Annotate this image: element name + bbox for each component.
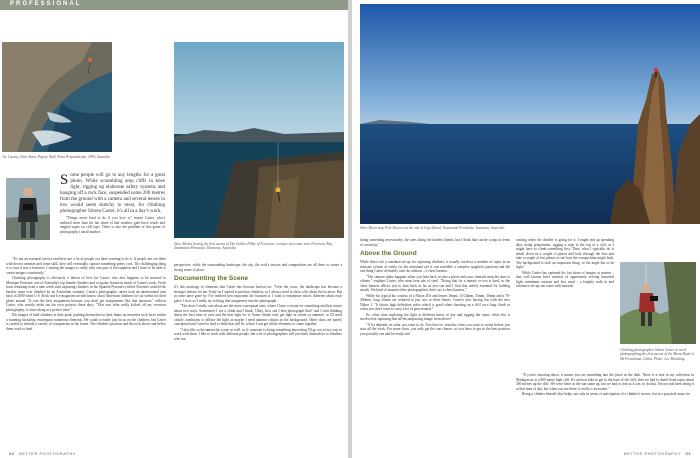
paragraph: doing something newsworthy, the ones doing the hardest climbs, but I think that can be a trap in terms of creativity." (360, 238, 510, 247)
right-footer-title: BETTER PHOTOGRAPHY (624, 451, 681, 456)
right-page-number: 33 (685, 451, 691, 456)
photo-photographer-at-work-image (620, 262, 696, 344)
section-banner (0, 0, 348, 10)
photo-rock-pillar-image (360, 4, 700, 224)
paragraph: Being a climber himself also helps, not only in terms of anticipation of a climber's moves, but in a practical sense for (522, 392, 691, 396)
paragraph: While Carter has captured his fair share of images at sunrise – that well known brief window of opportunity serving beautiful light, minimum contrast and less wind – a lengthy walk in and extensive set-up can come with hazards. (516, 270, 614, 288)
paragraph: perspective, while the surrounding landscape, the sky, the rock's texture and composition are all there to create a strong sense of place. (174, 263, 342, 272)
lead-text: ome people will go to any lengths for a great photo. While scrambling atop cliffs in knee light, rigging up elaborate safety systems and hanging off a rock face, suspended some 200 metres from the ground with a camera and several lenses in tow would seem sketchy to most, for climbing photographer Simon Carter, it's all in a day's work. (60, 173, 165, 214)
paragraph: "I also like to document the scene as well, so if someone is doing something interesting I'll go out of my way to work with them. I like to work with different people, but a lot of photographers will just limit themselves to climbers who are (174, 327, 343, 341)
right-footer (624, 451, 694, 456)
paragraph: "Things aren't hard to do if you love it," muses Carter, who's endured more than his fair share of bad weather, gale-force winds and tangled ropes on cliff tops. There is also the problem of this genre of photography's small market. (60, 216, 165, 234)
paragraph: His images of bold climbers at their peak, pushing themselves to their limits on immense rock faces within a stunning backdrop, encompass numerous elements. He could so easily just focus on the climbers, but Carter is careful to include a variety of components in the frame. The climber's position and the rock above and below them work to lend (6, 313, 166, 331)
photo-photographer-portrait-image (6, 178, 50, 240)
photo-coastal-cliff-caption: Joe Lucasy, Chris Stam, Popeye Wall, Point Perpendicular, NSW, Australia (2, 155, 111, 159)
paragraph: "A lot depends on what you want to do. You have to visualise what you want to create before you start all the work. For some shots, you only get the one chance, so you have to get in the best position you possibly can and be ready and (360, 322, 510, 336)
paragraph: "The camera shake happens when you lean back to take a photo and your stomach muscles start to vibrate," explains Carter, who must bear abs of steel. "Doing that for a minute or two is hard, so the chest harness allows you to lean back as far as you can and I find that utterly essential for holding steady. I'm kind of amazed other photographers don't use a chest harness." (360, 274, 510, 292)
paragraph: Climbing photography is obviously a labour of love for Carter, who also happens to be married to Monique Forestier, one of Australia's top female climbers and a regular feature in much of Carter's work. Fresh from returning from a nine week stint capturing climbers in the Spanish Pyrenees (where Forestier tackled the hardest route ever climbed by an Australian woman), Carter's photography career took an international turn back in 2000 when U.S. Rock and Ice magazine invited him to shoot American climbers for six weeks for their photo annual. "It was the best assignment because you don't get assignments like that anymore," reflects Carter, who mostly seeks out his own projects these days. "That was what really kicked off my overseas photography; it came along at a perfect time." (6, 276, 166, 312)
photo-rock-pillar (360, 4, 700, 224)
photo-photographer-portrait (6, 178, 50, 240)
section-label: PROFESSIONAL (10, 1, 82, 7)
paragraph: "It's not an essential service and there are a lot of people out there wanting to do it. If people are out there with decent cameras and some skill, they will eventually capture something pretty cool. The challenging thing is to turn it into a business. Creating the images is really only one part of the equation and I have to be able to create images consistently." (6, 257, 166, 275)
left-footer (6, 451, 76, 456)
paragraph: "The shots I really care about are the more conceptual ones, where I have a vision for something and that comes about two ways. Sometimes I see a climb and I think, 'Okay, how can I best photograph that?' and I start thinking about the best time of year and the best light for it. Some climbs only get light in winter or summer, or I'll need cloudy conditions to diffuse the light as maybe I need autumn colours in the background. Other shots are purely conceptual and I need to find a climb that will fit, where I can get all the elements to come together. (174, 304, 342, 326)
right-page (352, 0, 700, 458)
photo-sea-climber-image (174, 42, 344, 238)
photo-coastal-cliff-image (2, 42, 112, 152)
paragraph: So, other than exploring the light at different times of day and rigging the ropes, what else is involved in capturing that all-encompassing image from above? (360, 312, 510, 321)
paragraph: While there isn't a standard set-up for capturing climbers, it usually involves a number of ropes in an intricate system of safety (to the untrained eye it can resemble a complex spaghetti junction) and the one thing Carter definitely can't do without – a chest harness. (360, 260, 510, 273)
left-page (0, 0, 348, 458)
article-column-4-continued (516, 373, 694, 398)
photo-sea-climber-caption: Steve Monks freeing the first ascent of The Golden Pillar of Fortescue, a major new route near Fortescue Bay, Tasmanian Peninsula, Tasmania, Australia. (174, 242, 333, 251)
lead-paragraph (60, 173, 165, 215)
paragraph: "If you're shooting dawn, it means you are stumbling into the place in the dark. There is a shot in my collection in Madagascar at a 600 metre high cliff. It's an hour hike to get to the base of the cliff, then we had to climb fixed ropes about 300 metres up the cliff. We were there as the sun came up, but we had to start at 4 a.m. to do that. I'm not real keen doing it at that time of day, but when you are there, it really is awesome." (516, 373, 694, 391)
subheading-above-ground: Above the Ground (360, 250, 417, 257)
article-column-1 (60, 173, 165, 235)
article-column-2 (174, 263, 342, 342)
left-footer-title: BETTER PHOTOGRAPHY (19, 451, 77, 456)
left-page-number: 32 (9, 451, 15, 456)
photo-coastal-cliff (2, 42, 112, 152)
photo-rock-pillar-caption: Steve Moon atop Pole Dancer on the end of Cape Raoul, Tasmanian Peninsula, Tasmania, Australia. (360, 226, 506, 230)
photo-sea-climber (174, 42, 344, 238)
paragraph: It's this marriage of elements that Carter has become known for. "Over the years, the landscape has become a stronger feature for me. Early on I started to produce climbers, so I always tried to show a bit about the location. But as years have gone by, I've realised how important the location is. I want to emphasise what's different about each place I visit, so I really try to bring that uniqueness into the photograph. (174, 285, 342, 303)
subheading-documenting: Documenting the Scene (174, 275, 249, 282)
article-column-3 (360, 238, 510, 337)
drop-cap: S (60, 172, 69, 188)
photo-photographer-at-work (620, 262, 696, 344)
article-column-1-continued (6, 257, 166, 332)
photo-photographer-at-work-caption: Climbing photographer Simon Carter at work photographing the first ascent of the Mona Road of Mt Frenchman, China. Photo: Lee Moulding. (620, 348, 694, 361)
paragraph: waiting when the climber is going for it. I might end up spending days doing preparation, rigging a rope to the top of a cliff, or I might have to climb something first. Then, what I typically do is abseil down in a couple of places and look through the lens and take a couple of test photos to see how the composition might look. The background is such an important thing, so the angle has to be right." (516, 238, 614, 269)
paragraph: While his typical kit consists of a Nikon D3s and lenses 16mm, 14-24mm, 35mm, 50mm and a 70-200mm, long climbs are reduced to just two or three lenses. Carter's also having fun with the new Nikon 1. "It shoots high definition video which is good when shooting on a cliff on a long climb or when you don't want to carry a lot of gear around." (360, 293, 510, 311)
article-column-4 (516, 238, 614, 290)
